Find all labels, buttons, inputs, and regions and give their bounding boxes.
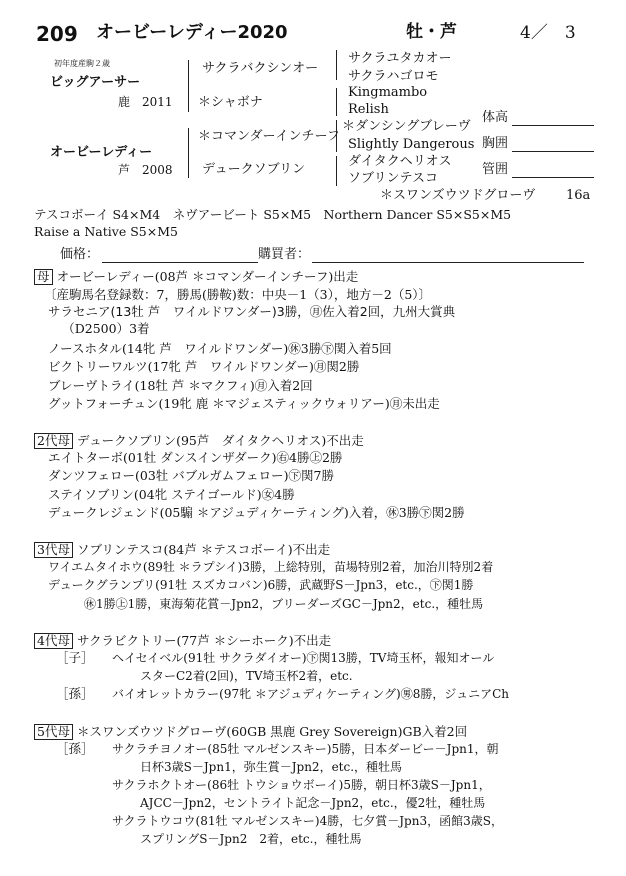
tag-5th-dam: 5代母 — [34, 724, 73, 740]
sire-name: ビッグアーサー — [50, 75, 141, 90]
grandchild-tag: ［孫］ — [56, 741, 94, 756]
text-line: 日杯3歳S－Jpn1，弥生賞－Jpn2，etc.，種牡馬 — [140, 760, 403, 774]
dss: ＊ダンシングブレーヴ — [342, 119, 471, 134]
text-line: デュークグランプリ(91牡 スズカコバン)6勝，武蔵野S－Jpn3，etc.，㊦関1勝 — [48, 578, 474, 592]
dam-line: オービーレディー(08芦 ＊コマンダーインチーフ)出走 — [56, 269, 359, 284]
text-line: バイオレットカラー(97牝 ＊アジュディケーティング)㊚8勝，ジュニアCh — [112, 687, 510, 701]
cannon-label: 管囲 — [482, 162, 509, 177]
lot-number: 209 — [36, 22, 78, 46]
tag-3rd-dam: 3代母 — [34, 542, 73, 558]
pedigree-bracket — [336, 156, 337, 186]
text-line: （D2500）3着 — [56, 321, 150, 336]
sss: サクラユタカオー — [348, 51, 452, 66]
pedigree-bracket — [336, 120, 337, 152]
pedigree-bracket — [188, 128, 189, 178]
ssd: サクラハゴロモ — [348, 69, 439, 84]
pedigree-bracket — [336, 50, 337, 80]
dam-line: ソブリンテスコ(84芦 ＊テスコボーイ)不出走 — [76, 542, 331, 557]
sdd: Relish — [348, 102, 389, 117]
buyer-label: 購買者： — [258, 247, 311, 262]
section-dam — [34, 269, 358, 285]
section-5th-dam — [34, 724, 467, 740]
text-line: ブレーヴトライ(18牡 芦 ＊マクフィ)㊊入着2回 — [48, 378, 313, 393]
child-tag: ［子］ — [56, 650, 94, 665]
cannon-line — [512, 177, 594, 178]
text-line: エイトターボ(01牡 ダンスインザダーク)㊨4勝㊤2勝 — [48, 450, 343, 465]
dam-dam: デュークソブリン — [202, 162, 306, 177]
birth-date: 4／ 3 — [520, 23, 576, 43]
dam-line: ＊スワンズウツドグローヴ(60GB 黒鹿 Grey Sovereign)GB入着2回 — [76, 724, 468, 739]
section-3rd-dam — [34, 542, 330, 558]
height-label: 体高 — [482, 110, 509, 125]
family-number: 16a — [566, 188, 591, 203]
price-line[interactable] — [102, 262, 258, 263]
dds: ダイタクヘリオス — [348, 154, 452, 169]
text-line: ヘイセイベル(91牡 サクラダイオー)㊦関13勝，TV埼玉杯，報知オール — [112, 651, 495, 665]
girth-label: 胸囲 — [482, 136, 509, 151]
buyer-line[interactable] — [312, 262, 584, 263]
dsd: Slightly Dangerous — [348, 137, 475, 152]
text-line: スターC2着(2回)，TV埼玉杯2着，etc. — [140, 669, 353, 683]
text-line: サクラトウコウ(81牡 マルゼンスキー)4勝，七夕賞－Jpn3，函館3歳S， — [112, 814, 503, 828]
text-line: ワイエムタイホウ(89牡 ＊ラプシイ)3勝，上総特別，苗場特別2着，加治川特別2着 — [48, 560, 494, 574]
text-line: ビクトリーワルツ(17牝 芦 ワイルドワンダー)㊊関2勝 — [48, 359, 360, 374]
sds: Kingmambo — [348, 85, 428, 100]
ddd: ソブリンテスコ — [348, 171, 438, 186]
text-line: デュークレジェンド(05騸 ＊アジュディケーティング)入着，㊡3勝㊦関2勝 — [48, 505, 465, 520]
horse-name: オービーレディー2020 — [96, 22, 288, 43]
dam-name: オービーレディー — [50, 145, 153, 160]
tag-4th-dam: 4代母 — [34, 633, 73, 649]
pedigree-bracket — [336, 88, 337, 116]
section-2nd-dam — [34, 433, 364, 449]
tag-2nd-dam: 2代母 — [34, 433, 73, 449]
sire-sire: サクラバクシンオー — [202, 61, 319, 76]
height-line — [512, 125, 594, 126]
text-line: AJCC－Jpn2，セントライト記念－Jpn2，etc.，優2牡，種牡馬 — [140, 796, 486, 810]
text-line: ステイソブリン(04牝 ステイゴールド)㊛4勝 — [48, 487, 295, 502]
section-4th-dam — [34, 633, 331, 649]
text-line: サラセニア(13牡 芦 ワイルドワンダー)3勝，㊊佐入着2回，九州大賞典 — [48, 304, 456, 319]
text-line: サクラチヨノオー(85牡 マルゼンスキー)5勝，日本ダービー－Jpn1，朝 — [112, 742, 499, 756]
girth-line — [512, 151, 594, 152]
text-line: ダンツフェロー(03牡 バブルガムフェロー)㊦関7勝 — [48, 468, 334, 483]
price-label: 価格： — [60, 247, 100, 262]
text-line: 〔産駒馬名登録数：7，勝馬(勝鞍)数：中央－1（3），地方－2（5）〕 — [44, 287, 432, 302]
dam-sire: ＊コマンダーインチーフ — [198, 129, 340, 144]
inbreeding-line-1: テスコボーイ S4×M4 ネヴアービート S5×M5 Northern Dancer S5×S5×M5 — [34, 207, 512, 222]
dam-line: デュークソブリン(95芦 ダイタクヘリオス)不出走 — [76, 433, 364, 448]
text-line: ㊡1勝㊤1勝，東海菊花賞－Jpn2，ブリーダーズGC－Jpn2，etc.，種牡馬 — [84, 597, 484, 611]
sire-dam: ＊シャボナ — [198, 95, 263, 110]
sex-color: 牡・芦 — [406, 22, 457, 42]
text-line: グットフォーチュン(19牝 鹿 ＊マジェスティックウォリアー)㊊未出走 — [48, 396, 440, 411]
inbreeding-line-2: Raise a Native S5×M5 — [34, 224, 178, 239]
text-line: サクラホクトオー(86牡 トウショウボーイ)5勝，朝日杯3歳S－Jpn1， — [112, 778, 491, 792]
text-line: スプリングS－Jpn2 2着，etc.，種牡馬 — [140, 832, 362, 846]
dam-line: サクラビクトリー(77芦 ＊シーホーク)不出走 — [76, 633, 332, 648]
sire-info: 鹿 2011 — [118, 95, 173, 109]
ddd-dam: ＊スワンズウツドグローヴ — [380, 188, 536, 203]
text-line: ノースホタル(14牝 芦 ワイルドワンダー)㊡3勝㊦関入着5回 — [48, 341, 392, 356]
pedigree-bracket — [188, 60, 189, 112]
tag-dam: 母 — [34, 269, 53, 285]
dam-info: 芦 2008 — [118, 163, 173, 177]
grandchild-tag: ［孫］ — [56, 686, 94, 701]
pedigree-note: 初年度産駒２歳 — [54, 59, 110, 68]
